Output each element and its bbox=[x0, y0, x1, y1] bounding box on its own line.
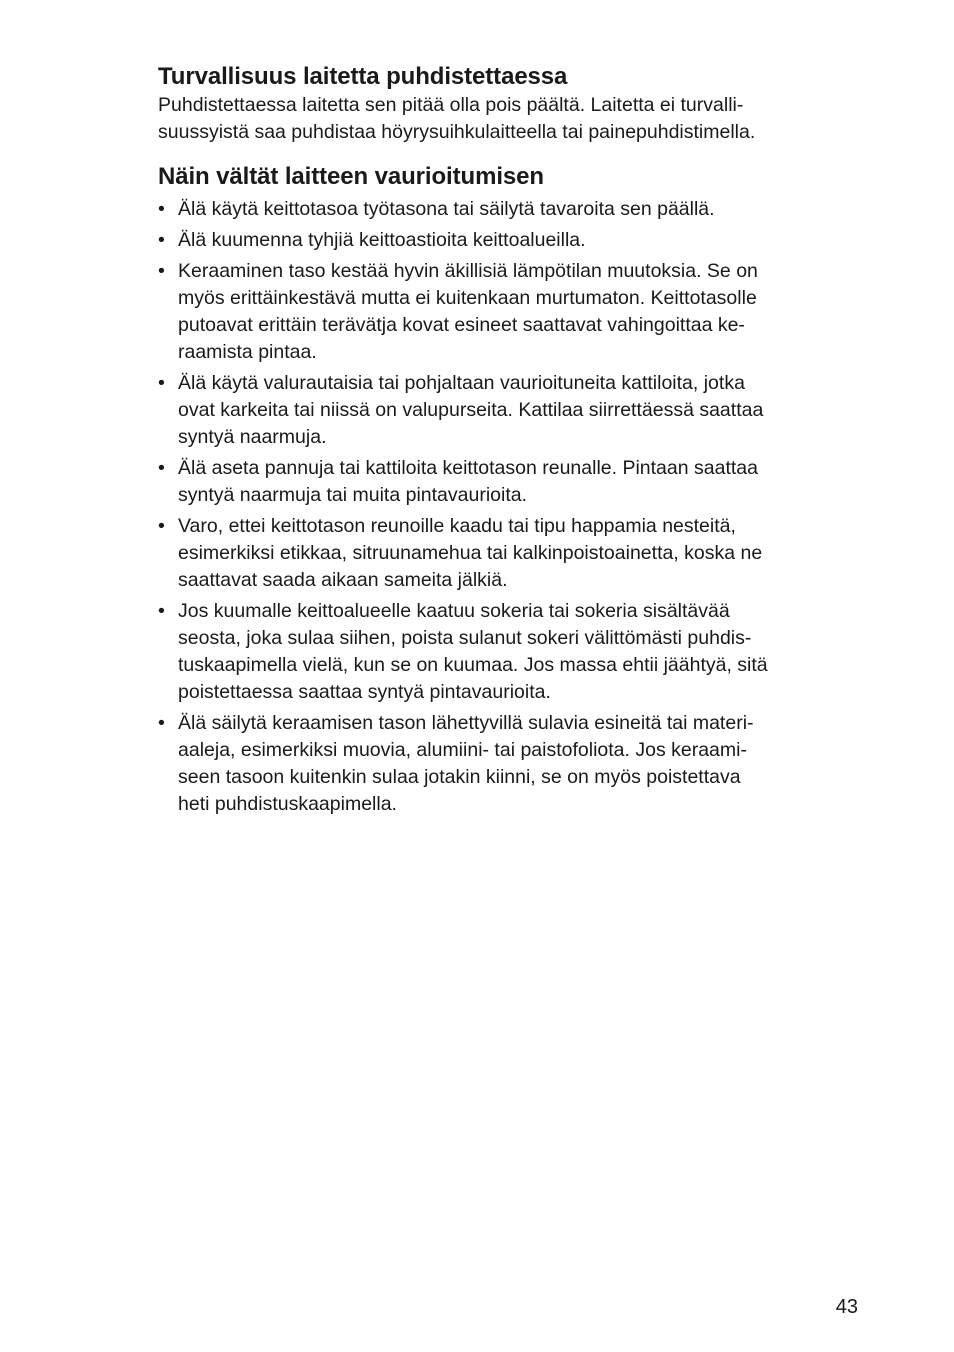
list-item-text: Jos kuumalle keittoalueelle kaatuu sokeria tai sokeria sisältävää seosta, joka sulaa siihen, poista sulanut sokeri välittömästi puhdis- tuskaapimella vielä, kun se on kuumaa. Jos massa ehtii jäähtyä, sitä poistettaessa saattaa syntyä pintavaurioita. bbox=[178, 600, 768, 703]
list-item bbox=[158, 227, 860, 254]
bullet-icon: • bbox=[158, 515, 165, 537]
list-item bbox=[158, 513, 860, 594]
list-item bbox=[158, 370, 860, 451]
list-item bbox=[158, 196, 860, 223]
bullet-icon: • bbox=[158, 712, 165, 734]
page-content bbox=[158, 62, 860, 822]
cleaning-safety-paragraph: Puhdistettaessa laitetta sen pitää olla pois päältä. Laitetta ei turvalli- suussyistä saa puhdistaa höyrysuihkulaitteella tai painepuhdistimella. bbox=[158, 94, 756, 143]
list-item bbox=[158, 455, 860, 509]
list-item bbox=[158, 598, 860, 706]
section-heading-damage-prevention: Näin vältät laitteen vaurioitumisen bbox=[158, 163, 544, 190]
list-item-text: Älä käytä keittotasoa työtasona tai säilytä tavaroita sen päällä. bbox=[178, 198, 715, 220]
bullet-icon: • bbox=[158, 229, 165, 251]
bullet-icon: • bbox=[158, 260, 165, 282]
page-number: 43 bbox=[835, 1296, 858, 1318]
list-item bbox=[158, 710, 860, 818]
section-heading-cleaning-safety: Turvallisuus laitetta puhdistettaessa bbox=[158, 63, 568, 90]
bullet-icon: • bbox=[158, 198, 165, 220]
bullet-icon: • bbox=[158, 372, 165, 394]
list-item bbox=[158, 258, 860, 366]
damage-prevention-list bbox=[158, 196, 860, 818]
list-item-text: Keraaminen taso kestää hyvin äkillisiä lämpötilan muutoksia. Se on myös erittäinkestävä mutta ei kuitenkaan murtumaton. Keittotasolle putoavat erittäin terävätja kovat esineet saattavat vahingoittaa ke- raamista pintaa. bbox=[178, 260, 758, 363]
list-item-text: Älä aseta pannuja tai kattiloita keittotason reunalle. Pintaan saattaa syntyä naarmuja tai muita pintavaurioita. bbox=[178, 457, 758, 506]
bullet-icon: • bbox=[158, 457, 165, 479]
list-item-text: Älä käytä valurautaisia tai pohjaltaan vaurioituneita kattiloita, jotka ovat karkeita tai niissä on valupurseita. Kattilaa siirrettäessä saattaa syntyä naarmuja. bbox=[178, 372, 764, 448]
list-item-text: Älä säilytä keraamisen tason lähettyvillä sulavia esineitä tai materi- aaleja, esimerkiksi muovia, alumiini- tai paistofoliota. Jos keraami- seen tasoon kuitenkin sulaa jotakin kiinni, se on myös poistettava heti puhdistuskaapimella. bbox=[178, 712, 754, 815]
list-item-text: Varo, ettei keittotason reunoille kaadu tai tipu happamia nesteitä, esimerkiksi etikkaa, sitruunamehua tai kalkinpoistoainetta, koska ne saattavat saada aikaan sameita jälkiä. bbox=[178, 515, 763, 591]
bullet-icon: • bbox=[158, 600, 165, 622]
list-item-text: Älä kuumenna tyhjiä keittoastioita keittoalueilla. bbox=[178, 229, 586, 251]
